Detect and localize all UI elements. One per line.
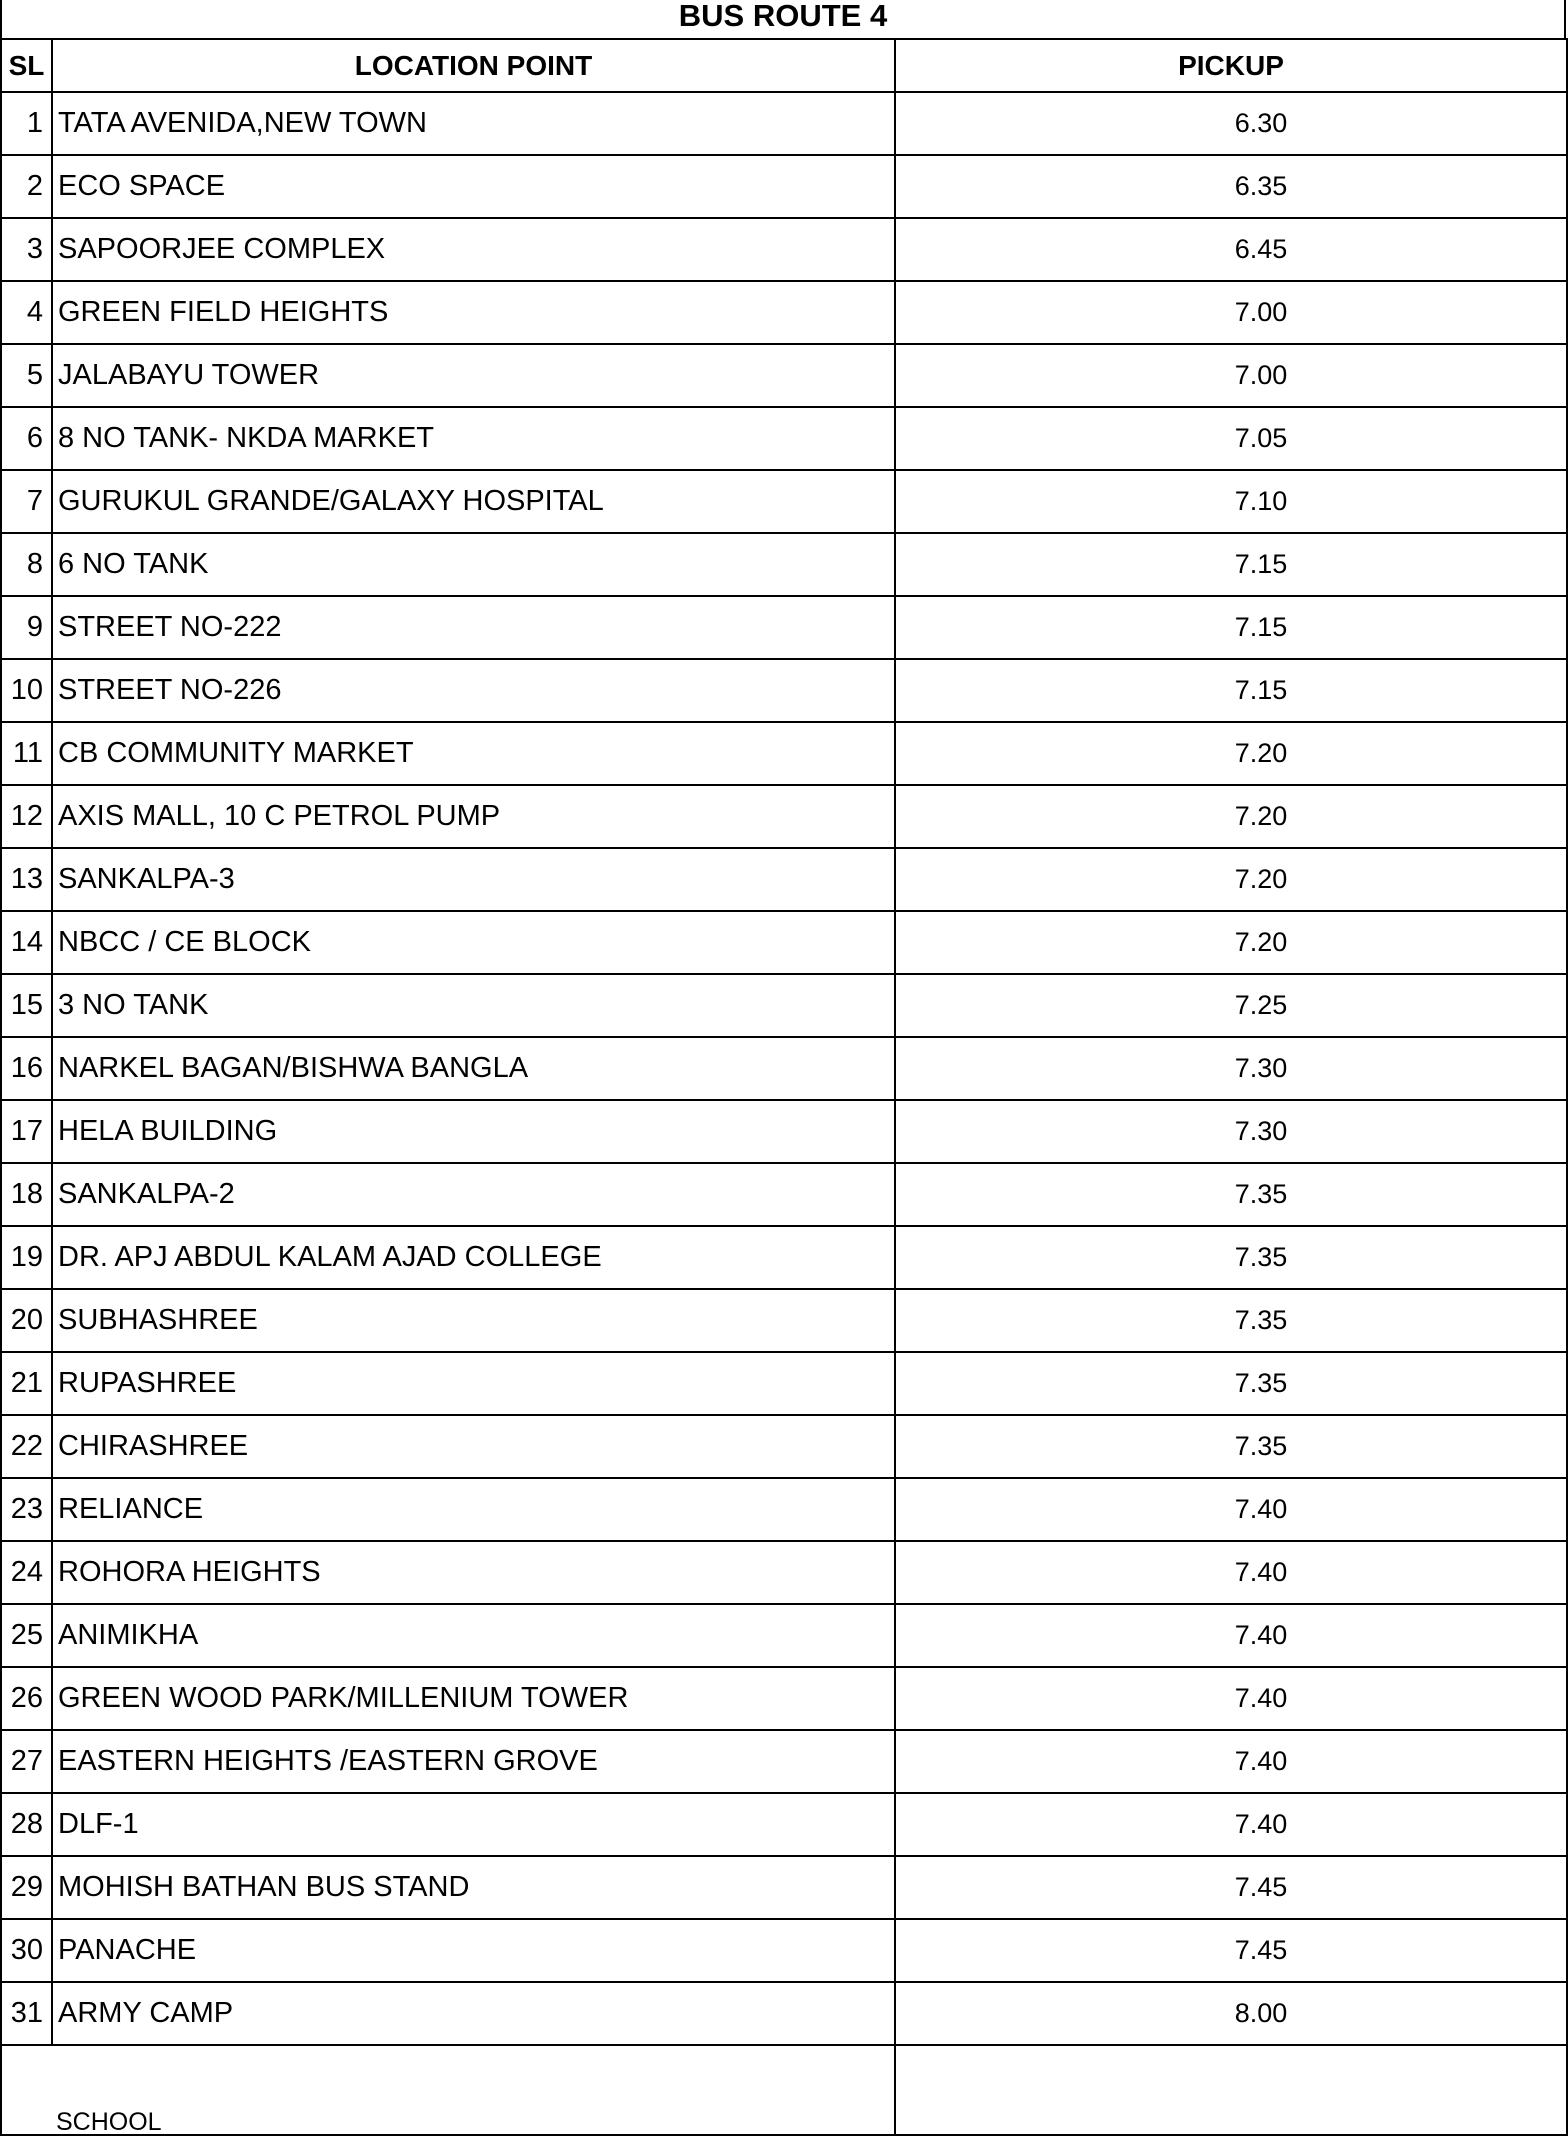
- cell-sl: 20: [1, 1289, 52, 1352]
- cell-sl: 12: [1, 785, 52, 848]
- cell-pickup: 7.45: [895, 1856, 1567, 1919]
- cell-sl: 14: [1, 911, 52, 974]
- cell-pickup: 7.20: [895, 722, 1567, 785]
- table-row: [1, 1478, 1567, 1541]
- cell-sl: 25: [1, 1604, 52, 1667]
- cell-sl: 17: [1, 1100, 52, 1163]
- table-row: [1, 1352, 1567, 1415]
- cell-sl: 28: [1, 1793, 52, 1856]
- cell-sl: 5: [1, 344, 52, 407]
- cell-sl: 6: [1, 407, 52, 470]
- cell-location: AXIS MALL, 10 C PETROL PUMP: [52, 785, 895, 848]
- cell-pickup: 7.35: [895, 1352, 1567, 1415]
- cell-location: SANKALPA-2: [52, 1163, 895, 1226]
- cell-sl: 8: [1, 533, 52, 596]
- table-row: [1, 911, 1567, 974]
- cell-location: 8 NO TANK- NKDA MARKET: [52, 407, 895, 470]
- table-row: [1, 281, 1567, 344]
- table-row: [1, 1100, 1567, 1163]
- cell-sl: 7: [1, 470, 52, 533]
- table-row: [1, 1415, 1567, 1478]
- table-header-row: [1, 39, 1567, 92]
- cell-pickup: 6.35: [895, 155, 1567, 218]
- table-row: [1, 407, 1567, 470]
- cell-pickup: 6.45: [895, 218, 1567, 281]
- route-table: [0, 38, 1568, 2136]
- table-row: [1, 1919, 1567, 1982]
- cell-location: PANACHE: [52, 1919, 895, 1982]
- table-row: [1, 1541, 1567, 1604]
- cell-sl: 31: [1, 1982, 52, 2045]
- cell-location: ANIMIKHA: [52, 1604, 895, 1667]
- cell-pickup: 7.40: [895, 1604, 1567, 1667]
- cell-location: CB COMMUNITY MARKET: [52, 722, 895, 785]
- cell-sl: 24: [1, 1541, 52, 1604]
- cell-location: SAPOORJEE COMPLEX: [52, 218, 895, 281]
- header-pickup: PICKUP: [895, 39, 1567, 92]
- cell-location: GURUKUL GRANDE/GALAXY HOSPITAL: [52, 470, 895, 533]
- cell-location: STREET NO-222: [52, 596, 895, 659]
- table-row: [1, 785, 1567, 848]
- table-row: [1, 218, 1567, 281]
- cell-location: NARKEL BAGAN/BISHWA BANGLA: [52, 1037, 895, 1100]
- table-row: [1, 1667, 1567, 1730]
- cell-sl: 4: [1, 281, 52, 344]
- cell-pickup: 7.40: [895, 1478, 1567, 1541]
- table-row: [1, 1793, 1567, 1856]
- cell-location: RELIANCE: [52, 1478, 895, 1541]
- cell-sl: 1: [1, 92, 52, 155]
- cell-pickup: 7.40: [895, 1730, 1567, 1793]
- table-row: [1, 1289, 1567, 1352]
- cell-pickup: 6.30: [895, 92, 1567, 155]
- cell-pickup: 7.20: [895, 911, 1567, 974]
- cell-pickup: 7.30: [895, 1037, 1567, 1100]
- cell-pickup: 7.40: [895, 1541, 1567, 1604]
- cell-sl: 13: [1, 848, 52, 911]
- cell-location: JALABAYU TOWER: [52, 344, 895, 407]
- cell-pickup: 7.05: [895, 407, 1567, 470]
- table-row: [1, 974, 1567, 1037]
- cell-location: DR. APJ ABDUL KALAM AJAD COLLEGE: [52, 1226, 895, 1289]
- cell-sl: 3: [1, 218, 52, 281]
- table-row: [1, 344, 1567, 407]
- cell-sl: 19: [1, 1226, 52, 1289]
- cell-sl: 27: [1, 1730, 52, 1793]
- cell-sl: 15: [1, 974, 52, 1037]
- cell-pickup: 8.00: [895, 1982, 1567, 2045]
- cell-location: TATA AVENIDA,NEW TOWN: [52, 92, 895, 155]
- table-row: [1, 1037, 1567, 1100]
- table-row: [1, 1604, 1567, 1667]
- cell-sl: 11: [1, 722, 52, 785]
- cell-location: SUBHASHREE: [52, 1289, 895, 1352]
- cell-location: NBCC / CE BLOCK: [52, 911, 895, 974]
- cell-pickup: 7.15: [895, 596, 1567, 659]
- cell-location: ROHORA HEIGHTS: [52, 1541, 895, 1604]
- table-row: [1, 848, 1567, 911]
- cell-pickup: 7.30: [895, 1100, 1567, 1163]
- table-row: [1, 1982, 1567, 2045]
- cell-sl: 9: [1, 596, 52, 659]
- cell-pickup: 7.40: [895, 1667, 1567, 1730]
- cell-location: ARMY CAMP: [52, 1982, 895, 2045]
- cell-pickup: 7.35: [895, 1226, 1567, 1289]
- table-row: [1, 596, 1567, 659]
- table-row: [1, 722, 1567, 785]
- cell-location: DLF-1: [52, 1793, 895, 1856]
- table-row: [1, 470, 1567, 533]
- cell-sl: 26: [1, 1667, 52, 1730]
- cell-sl: 23: [1, 1478, 52, 1541]
- cell-sl: 10: [1, 659, 52, 722]
- table-body: [1, 92, 1567, 2045]
- school-label: SCHOOL: [1, 2045, 895, 2135]
- cell-pickup: 7.00: [895, 281, 1567, 344]
- cell-pickup: 7.10: [895, 470, 1567, 533]
- cell-location: GREEN FIELD HEIGHTS: [52, 281, 895, 344]
- cell-sl: 22: [1, 1415, 52, 1478]
- cell-pickup: 7.15: [895, 533, 1567, 596]
- page-title: BUS ROUTE 4: [0, 0, 1566, 40]
- table-row: [1, 533, 1567, 596]
- cell-location: HELA BUILDING: [52, 1100, 895, 1163]
- cell-pickup: 7.35: [895, 1415, 1567, 1478]
- school-pickup-cell: [895, 2045, 1567, 2135]
- table-row: [1, 1730, 1567, 1793]
- cell-location: CHIRASHREE: [52, 1415, 895, 1478]
- cell-location: 3 NO TANK: [52, 974, 895, 1037]
- table-row: [1, 155, 1567, 218]
- table-row: [1, 659, 1567, 722]
- cell-location: RUPASHREE: [52, 1352, 895, 1415]
- cell-sl: 21: [1, 1352, 52, 1415]
- cell-sl: 29: [1, 1856, 52, 1919]
- cell-location: GREEN WOOD PARK/MILLENIUM TOWER: [52, 1667, 895, 1730]
- table-row: [1, 1226, 1567, 1289]
- cell-location: 6 NO TANK: [52, 533, 895, 596]
- table-row: [1, 92, 1567, 155]
- cell-pickup: 7.25: [895, 974, 1567, 1037]
- table-row: [1, 1163, 1567, 1226]
- cell-pickup: 7.00: [895, 344, 1567, 407]
- cell-pickup: 7.20: [895, 848, 1567, 911]
- school-row: [1, 2045, 1567, 2135]
- header-sl: SL: [1, 39, 52, 92]
- cell-sl: 18: [1, 1163, 52, 1226]
- cell-sl: 2: [1, 155, 52, 218]
- cell-location: ECO SPACE: [52, 155, 895, 218]
- cell-location: STREET NO-226: [52, 659, 895, 722]
- cell-pickup: 7.35: [895, 1289, 1567, 1352]
- cell-location: MOHISH BATHAN BUS STAND: [52, 1856, 895, 1919]
- cell-location: EASTERN HEIGHTS /EASTERN GROVE: [52, 1730, 895, 1793]
- cell-sl: 30: [1, 1919, 52, 1982]
- cell-location: SANKALPA-3: [52, 848, 895, 911]
- cell-pickup: 7.35: [895, 1163, 1567, 1226]
- cell-pickup: 7.15: [895, 659, 1567, 722]
- cell-pickup: 7.40: [895, 1793, 1567, 1856]
- header-location: LOCATION POINT: [52, 39, 895, 92]
- table-row: [1, 1856, 1567, 1919]
- cell-sl: 16: [1, 1037, 52, 1100]
- cell-pickup: 7.45: [895, 1919, 1567, 1982]
- cell-pickup: 7.20: [895, 785, 1567, 848]
